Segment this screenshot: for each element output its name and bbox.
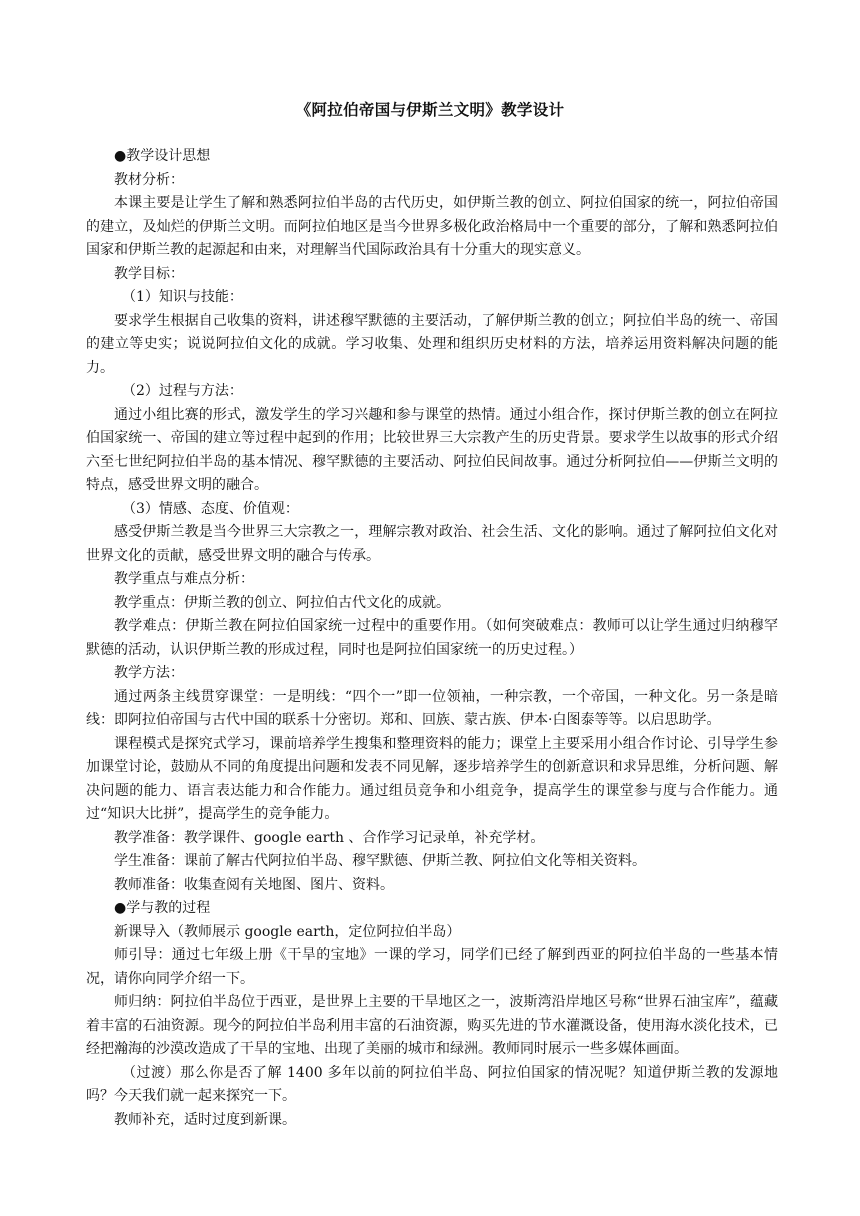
subheading-teaching-goals: 教学目标： (114, 265, 184, 282)
paragraph: 通过小组比赛的形式，激发学生的学习兴趣和参与课堂的热情。通过小组合作，探讨伊斯兰教的创立在阿拉伯国家统一、帝国的建立等过程中起到的作用；比较世界三大宗教产生的历史背景。要求学生以故事的形式介绍六至七世纪阿拉伯半岛的基本情况、穆罕默德的主要活动、阿拉伯民间故事。通过分析阿拉伯——伊斯兰文明的特点，感受世界文明的融合。 (86, 406, 778, 493)
subheading-knowledge-skills: （1）知识与技能： (122, 289, 243, 305)
paragraph: 感受伊斯兰教是当今世界三大宗教之一，理解宗教对政治、社会生活、文化的影响。通过了解阿拉伯文化对世界文化的贡献，感受世界文明的融合与传承。 (86, 524, 778, 564)
subheading-emotion-values: （3）情感、态度、价值观： (122, 500, 299, 517)
paragraph-difficult-point: 教学难点：伊斯兰教在阿拉伯国家统一过程中的重要作用。（如何突破难点：教师可以让学生通过归纳穆罕默德的活动，认识伊斯兰教的形成过程，同时也是阿拉伯国家统一的历史过程。） (86, 618, 778, 658)
paragraph: 教师补充，适时过度到新课。 (114, 1111, 296, 1128)
paragraph-teaching-prep: 教学准备：教学课件、google earth 、合作学习记录单，补充学材。 (114, 829, 545, 846)
paragraph: 要求学生根据自己收集的资料，讲述穆罕默德的主要活动，了解伊斯兰教的创立；阿拉伯半岛的统一、帝国的建立等史实；说说阿拉伯文化的成就。学习收集、处理和组织历史材料的方法，培养运用资料解决问题的能力。 (86, 312, 778, 376)
paragraph: 通过两条主线贯穿课堂：一是明线：“四个一”即一位领袖，一种宗教，一个帝国，一种文化。另一条是暗线：即阿拉伯帝国与古代中国的联系十分密切。郑和、回族、蒙古族、伊本·白图泰等等。以启思助学。 (86, 688, 778, 728)
paragraph: 本课主要是让学生了解和熟悉阿拉伯半岛的古代历史，如伊斯兰教的创立、阿拉伯国家的统一，阿拉伯帝国的建立，及灿烂的伊斯兰文明。而阿拉伯地区是当今世界多极化政治格局中一个重要的部分，了解和熟悉阿拉伯国家和伊斯兰教的起源起和由来，对理解当代国际政治具有十分重大的现实意义。 (86, 195, 778, 258)
paragraph-teacher-prep: 教师准备：收集查阅有关地图、图片、资料。 (114, 876, 394, 893)
section-heading-process: ●学与教的过程 (114, 900, 211, 916)
paragraph: 师引导：通过七年级上册《干旱的宝地》一课的学习，同学们已经了解到西亚的阿拉伯半岛的一些基本情况，请你向同学介绍一下。 (86, 947, 778, 987)
subheading-key-difficult-points: 教学重点与难点分析： (114, 571, 254, 587)
paragraph: 课程模式是探究式学习，课前培养学生搜集和整理资料的能力；课堂上主要采用小组合作讨论、引导学生参加课堂讨论，鼓励从不同的角度提出问题和发表不同见解，逐步培养学生的创新意识和求异思维，分析问题、解决问题的能力、语言表达能力和合作能力。通过组员竞争和小组竞争，提高学生的课堂参与度与合作能力。通过“知识大比拼”，提高学生的竞争能力。 (86, 735, 778, 822)
section-heading-design-idea: ●教学设计思想 (114, 148, 211, 164)
subheading-textbook-analysis: 教材分析： (114, 171, 184, 188)
paragraph-intro: 新课导入（教师展示 google earth，定位阿拉伯半岛） (114, 923, 461, 940)
paragraph: 师归纳：阿拉伯半岛位于西亚，是世界上主要的干旱地区之一，波斯湾沿岸地区号称“世界石油宝库”，蕴藏着丰富的石油资源。现今的阿拉伯半岛利用丰富的石油资源，购买先进的节水灌溉设备，使用海水淡化技术，已经把瀚海的沙漠改造成了干旱的宝地、出现了美丽的城市和绿洲。教师同时展示一些多媒体画面。 (86, 994, 778, 1057)
paragraph-transition: （过渡）那么你是否了解 1400 多年以前的阿拉伯半岛、阿拉伯国家的情况呢？知道伊斯兰教的发源地吗？今天我们就一起来探究一下。 (86, 1064, 778, 1104)
document-body (86, 145, 778, 1132)
subheading-process-methods: （2）过程与方法： (122, 383, 243, 399)
paragraph-student-prep: 学生准备：课前了解古代阿拉伯半岛、穆罕默德、伊斯兰教、阿拉伯文化等相关资料。 (114, 853, 646, 869)
document-title: 《阿拉伯帝国与伊斯兰文明》教学设计 (295, 100, 565, 119)
paragraph-key-point: 教学重点：伊斯兰教的创立、阿拉伯古代文化的成就。 (114, 594, 450, 611)
subheading-teaching-methods: 教学方法： (114, 665, 184, 681)
